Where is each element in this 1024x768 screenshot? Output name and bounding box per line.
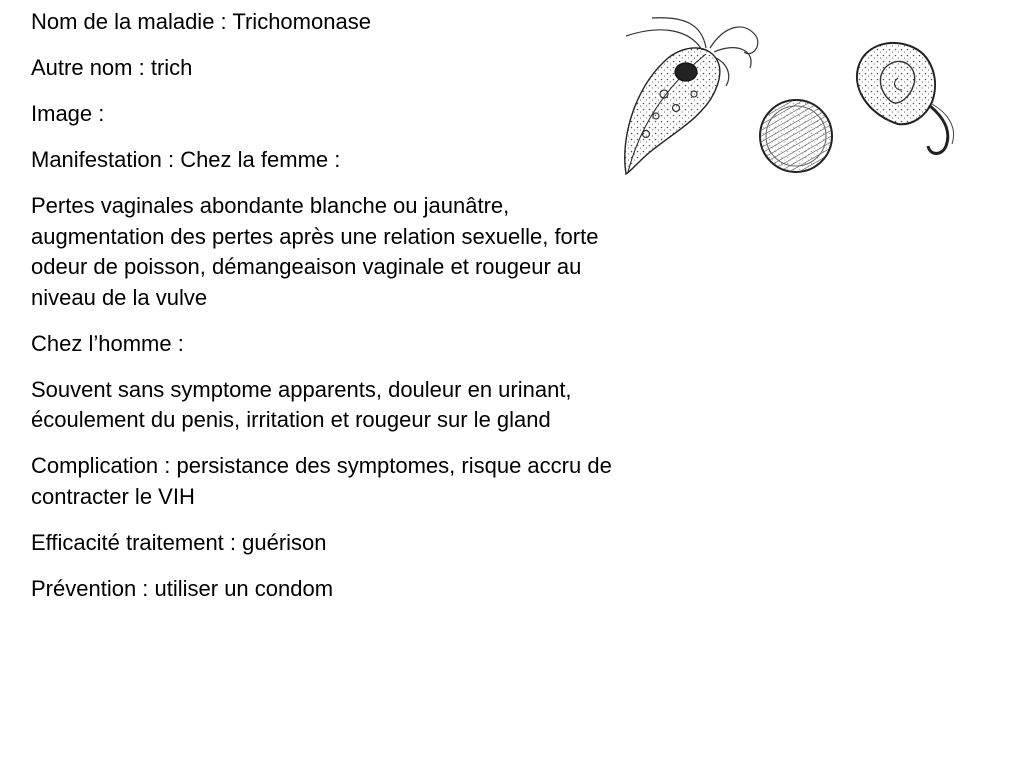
trichomonas-drawing-icon [606,6,984,182]
manifestation-men-heading: Chez l’homme : [31,330,184,356]
treatment-efficacy-line: Efficacité traitement : guérison [31,529,327,555]
prevention-line: Prévention : utiliser un condom [31,575,334,601]
manifestation-women-text: Pertes vaginales abondante blanche ou jaunâtre, augmentation des pertes après une relation sexuelle, forte odeur de poisson, démangeaison vaginale et rougeur au niveau de la vulve [31,193,599,310]
disease-name-line: Nom de la maladie : Trichomonase [31,9,371,34]
trophozoite-drawing [625,18,758,174]
manifestation-women-heading: Manifestation : Chez la femme : [31,147,341,172]
image-label-line: Image : [31,101,105,126]
manifestation-men-text: Souvent sans symptome apparents, douleur en urinant, écoulement du penis, irritation et rougeur sur le gland [31,376,572,432]
disease-description [31,7,641,620]
cyst-drawing [760,100,832,172]
tailed-cyst-drawing [857,43,954,154]
complication-line: Complication : persistance des symptomes, risque accru de contracter le VIH [31,453,612,509]
other-name-line: Autre nom : trich [31,55,193,80]
